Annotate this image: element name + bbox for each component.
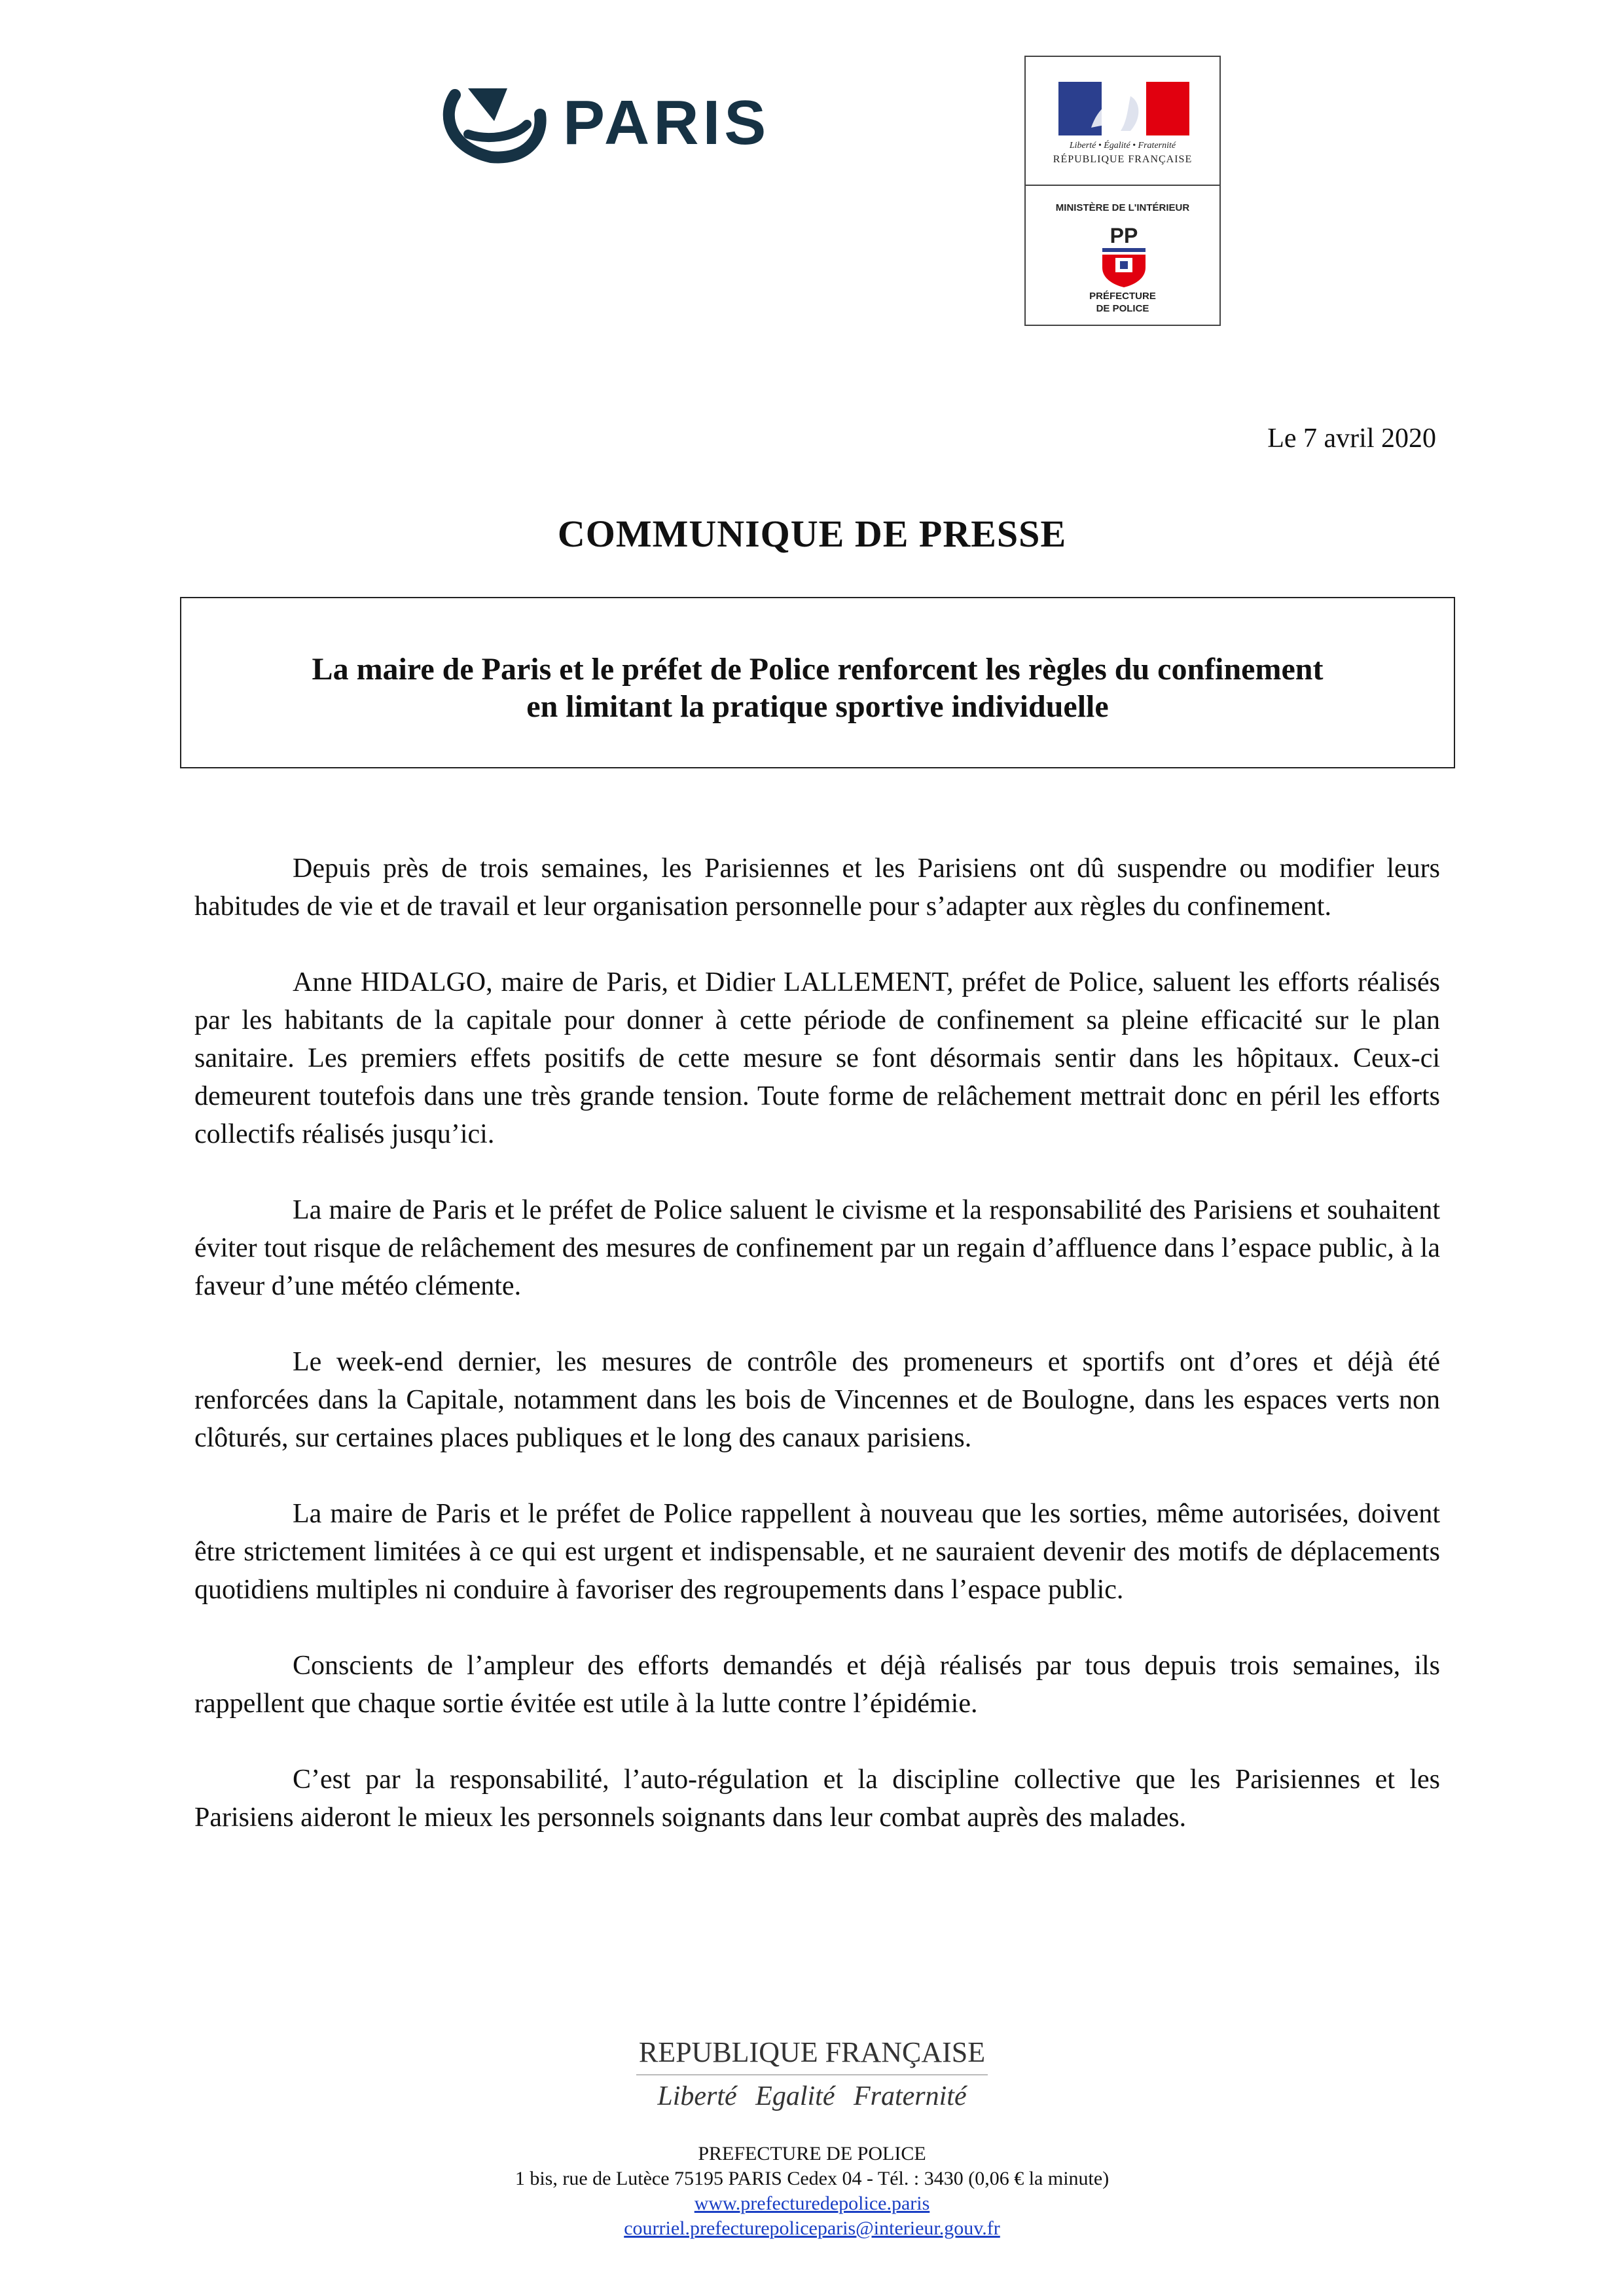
contact-block [0, 2142, 1624, 2241]
body-paragraph-3: La maire de Paris et le préfet de Police saluent le civisme et la responsabilité des Parisiens et souhaitent éviter tout risque de relâchement des mesures de confinement par un regain d’affluence dans l’espace public, à la faveur d’une météo clémente. [194, 1195, 1440, 1301]
ministere-label: MINISTÈRE DE L'INTÉRIEUR [1055, 202, 1190, 213]
footer-org: PREFECTURE DE POLICE [698, 2143, 926, 2164]
body-paragraph-7: C’est par la responsabilité, l’auto-régulation et la discipline collective que les Parisiennes et les Parisiens aideront le mieux les personnels soignants dans leur combat auprès des malades. [194, 1765, 1440, 1833]
press-date: Le 7 avril 2020 [1267, 423, 1436, 454]
republique-footer-name: REPUBLIQUE FRANÇAISE [636, 2036, 988, 2075]
headline-line-2: en limitant la pratique sportive individuelle [526, 689, 1109, 724]
headline-line-1: La maire de Paris et le préfet de Police renforcent les règles du confinement [312, 652, 1324, 687]
body-paragraph-1: Depuis près de trois semaines, les Parisiennes et les Parisiens ont dû suspendre ou modifier leurs habitudes de vie et de travail et leur organisation personnelle pour s’adapter aux règles du confinement. [194, 853, 1440, 922]
press-body [194, 850, 1440, 1874]
headline [181, 651, 1454, 725]
prefecture-name [1026, 290, 1219, 315]
body-paragraph-6: Conscients de l’ampleur des efforts demandés et déjà réalisés par tous depuis trois semaines, ils rappellent que chaque sortie évitée est utile à la lutte contre l’épidémie. [194, 1651, 1440, 1719]
headline-box [180, 597, 1455, 768]
body-paragraph-5: La maire de Paris et le préfet de Police rappellent à nouveau que les sorties, même autorisées, doivent être strictement limitées à ce qui est urgent et indispensable, et ne sauraient devenir des motifs de déplacements quotidiens multiples ni conduire à favoriser des regroupements dans l’espace public. [194, 1499, 1440, 1605]
prefecture-logo-box [1024, 56, 1221, 326]
republique-motto: Liberté • Égalité • Fraternité [1069, 141, 1176, 151]
document-type-title: COMMUNIQUE DE PRESSE [557, 512, 1067, 555]
marianne-flag-icon [1058, 82, 1189, 135]
body-paragraph-2: Anne HIDALGO, maire de Paris, et Didier LALLEMENT, préfet de Police, saluent les efforts réalisés par les habitants de la capitale pour donner à cette période de confinement sa pleine efficacité sur le plan sanitaire. Les premiers effets positifs de cette mesure se font désormais sentir dans les hôpitaux. Ceux-ci demeurent toutefois dans une très grande tension. Toute forme de relâchement mettrait donc en péril les efforts collectifs réalisés jusqu’ici. [194, 967, 1440, 1149]
republique-name: RÉPUBLIQUE FRANÇAISE [1053, 154, 1193, 165]
paris-wordmark: PARIS [563, 88, 770, 158]
email-link[interactable]: courriel.prefecturepoliceparis@interieur.gouv.fr [624, 2217, 1000, 2239]
paris-ship-icon [429, 75, 553, 173]
republique-footer-motto: Liberté Egalité Fraternité [657, 2081, 967, 2111]
svg-text:PP: PP [1110, 224, 1138, 247]
prefecture-line-1: PRÉFECTURE [1089, 291, 1156, 302]
paris-logo [429, 75, 770, 173]
logo-divider [1026, 185, 1219, 186]
republique-footer-logo [0, 2036, 1624, 2112]
body-paragraph-4: Le week-end dernier, les mesures de contrôle des promeneurs et sportifs ont d’ores et déjà été renforcées dans la Capitale, notamment dans les bois de Vincennes et de Boulogne, dans les espaces verts non clôturés, sur certaines places publiques et le long des canaux parisiens. [194, 1347, 1440, 1453]
prefecture-emblem-icon [1088, 222, 1160, 299]
footer-address: 1 bis, rue de Lutèce 75195 PARIS Cedex 04 - Tél. : 3430 (0,06 € la minute) [514, 2168, 1110, 2189]
website-link[interactable]: www.prefecturedepolice.paris [694, 2193, 930, 2214]
prefecture-line-2: DE POLICE [1096, 303, 1149, 314]
